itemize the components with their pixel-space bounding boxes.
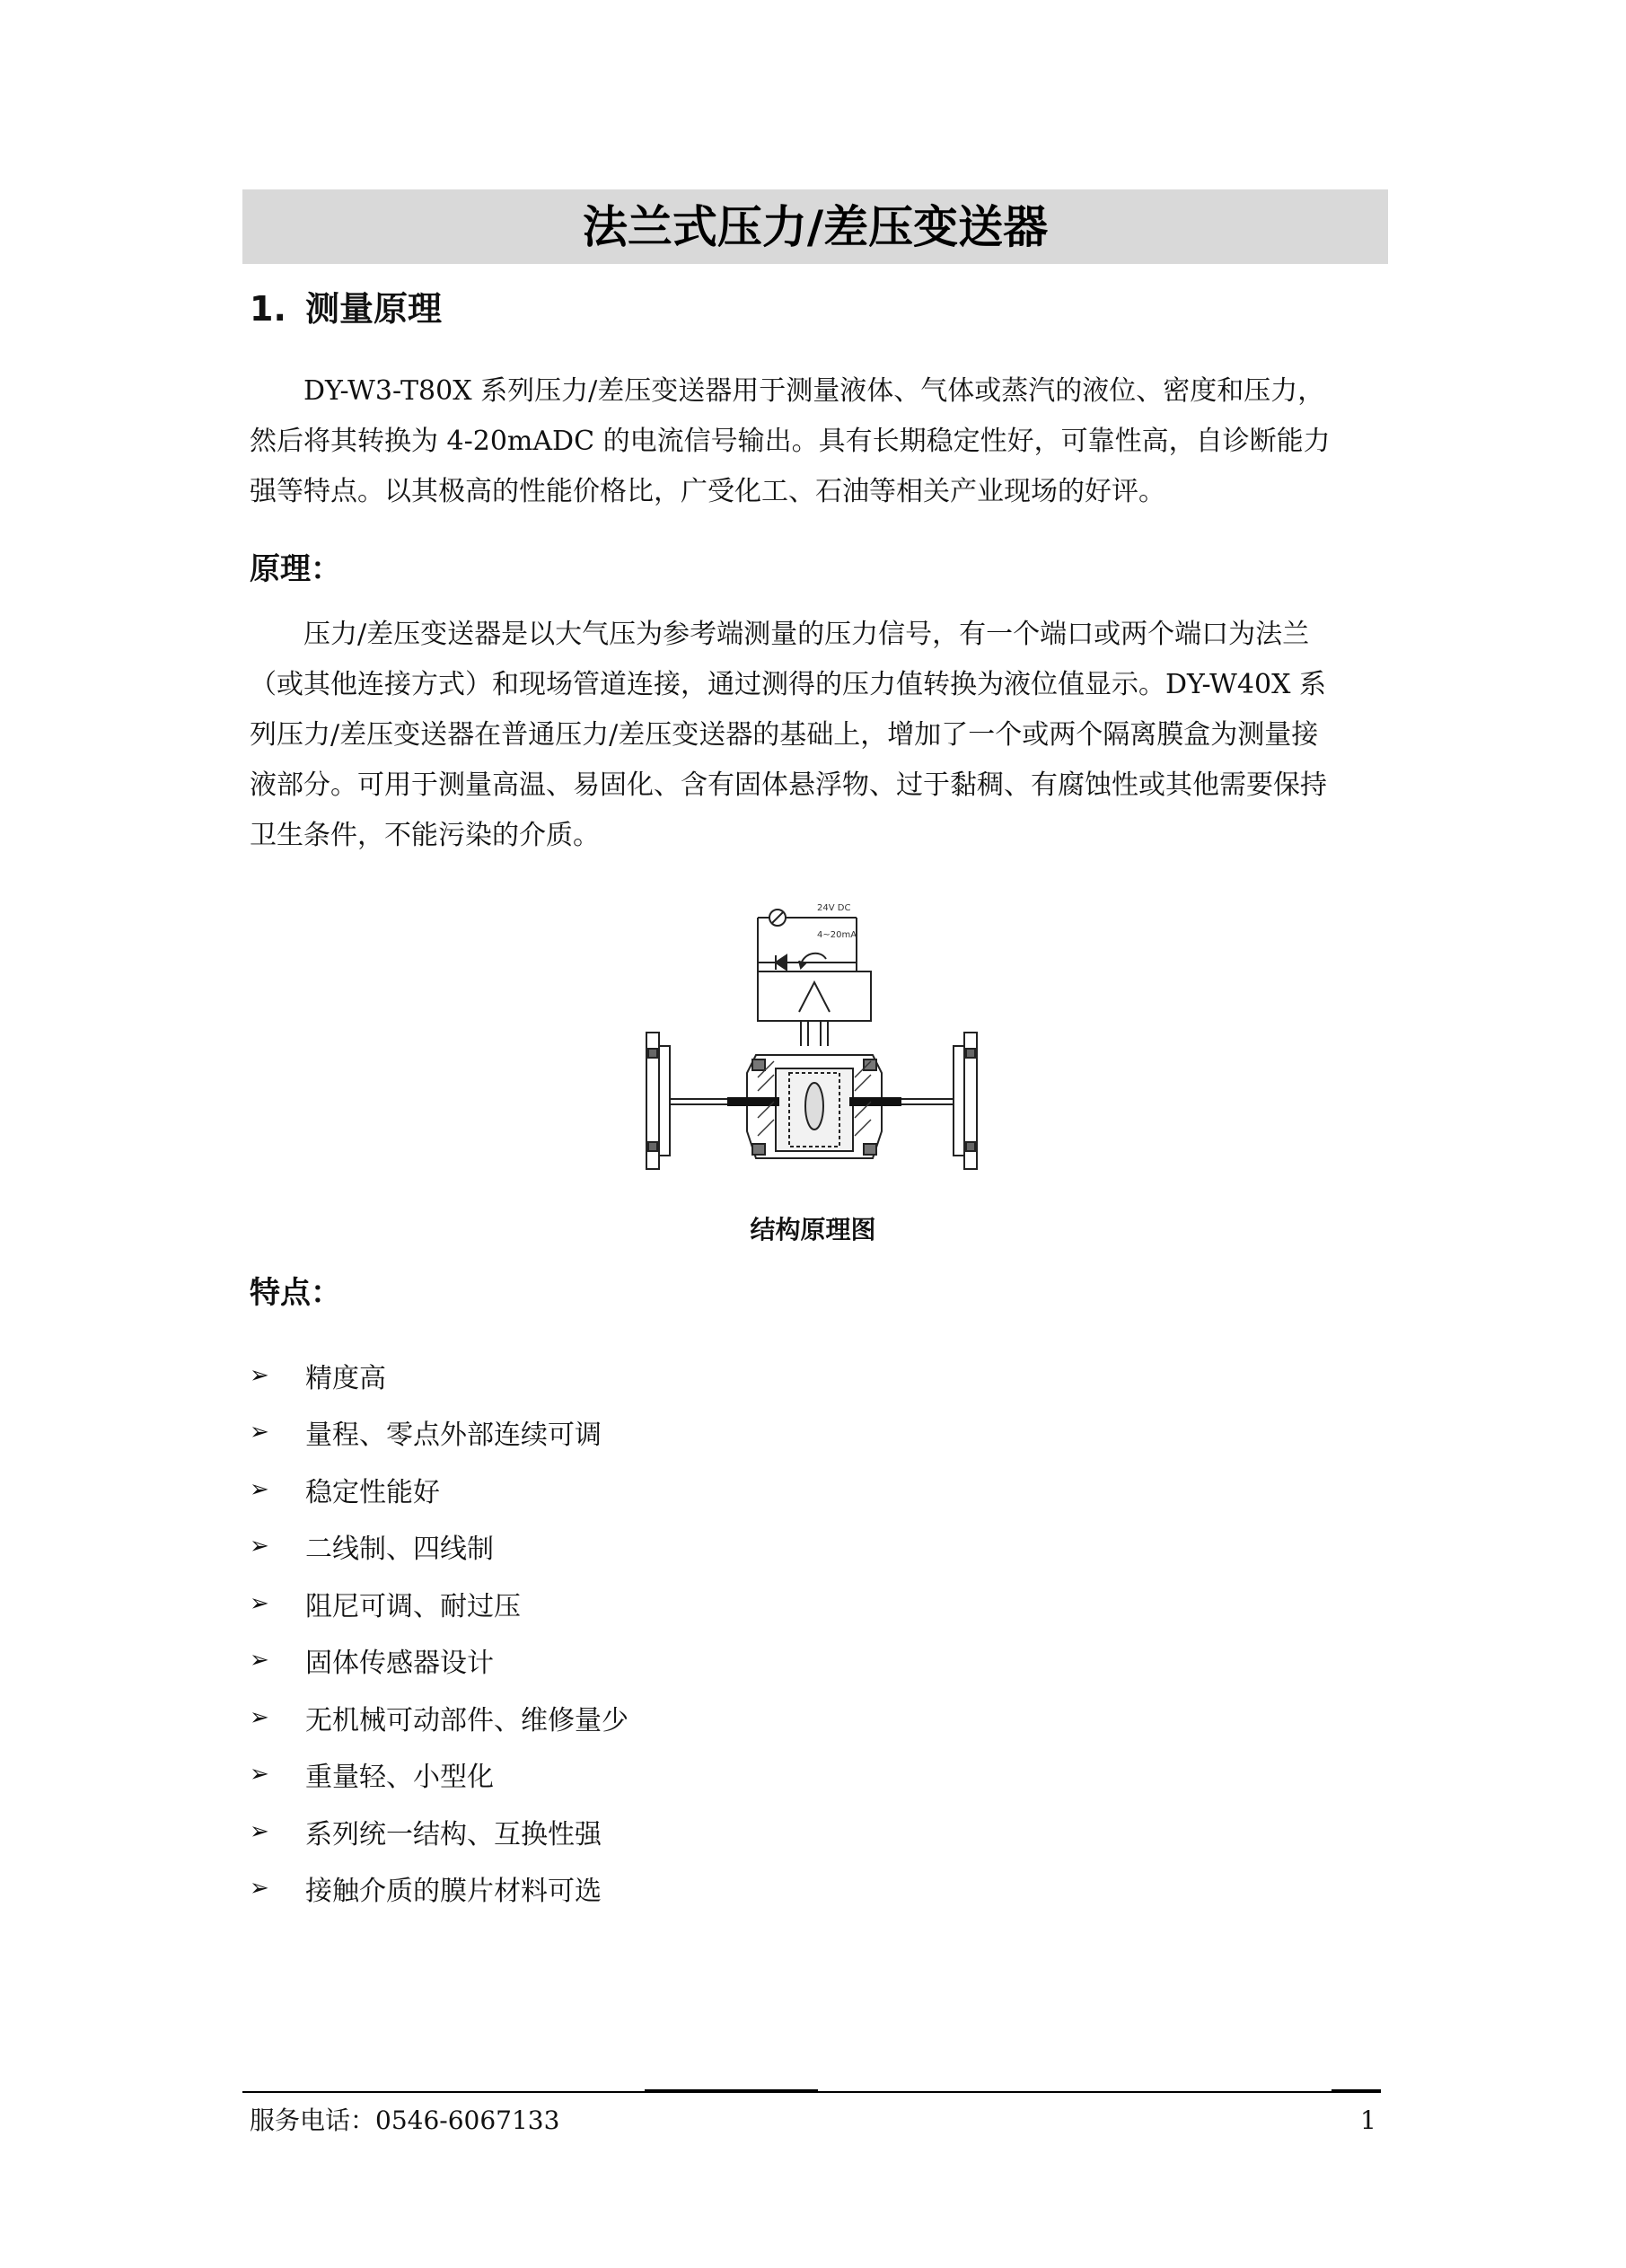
paragraph-line: 列压力/差压变送器在普通压力/差压变送器的基础上，增加了一个或两个隔离膜盒为测量接 xyxy=(250,719,1319,751)
footer-divider-accent xyxy=(1332,2089,1381,2093)
arrow-bullet-icon: ➢ xyxy=(250,1419,269,1446)
list-item xyxy=(250,1575,628,1632)
features-list xyxy=(250,1347,628,1917)
feature-text: 重量轻、小型化 xyxy=(305,1762,494,1794)
arrow-bullet-icon: ➢ xyxy=(250,1817,269,1845)
features-heading: 特点： xyxy=(250,1275,341,1311)
figure-caption: 结构原理图 xyxy=(750,1215,876,1244)
footer-divider xyxy=(242,2091,1381,2093)
feature-text: 精度高 xyxy=(305,1362,386,1394)
paragraph-line: 压力/差压变送器是以大气压为参考端测量的压力信号，有一个端口或两个端口为法兰 xyxy=(303,619,1310,650)
principle-heading: 原理： xyxy=(250,551,341,587)
arrow-bullet-icon: ➢ xyxy=(250,1703,269,1731)
footer-divider-accent xyxy=(645,2089,818,2093)
paragraph-line: 然后将其转换为 4-20mADC 的电流信号输出。具有长期稳定性好，可靠性高，自诊断能力 xyxy=(250,426,1331,457)
feature-text: 无机械可动部件、维修量少 xyxy=(305,1704,628,1736)
feature-text: 接触介质的膜片材料可选 xyxy=(305,1876,602,1908)
list-item xyxy=(250,1860,628,1918)
arrow-bullet-icon: ➢ xyxy=(250,1475,269,1503)
paragraph-line: （或其他连接方式）和现场管道连接，通过测得的压力值转换为液位值显示。DY-W40X 系 xyxy=(250,669,1326,700)
list-item xyxy=(250,1461,628,1518)
arrow-bullet-icon: ➢ xyxy=(250,1533,269,1560)
arrow-bullet-icon: ➢ xyxy=(250,1647,269,1675)
list-item xyxy=(250,1347,628,1404)
principle-paragraph xyxy=(250,610,1383,861)
structure-diagram xyxy=(641,898,982,1185)
title-band xyxy=(242,189,1388,264)
feature-text: 系列统一结构、互换性强 xyxy=(305,1818,602,1850)
arrow-bullet-icon: ➢ xyxy=(250,1361,269,1389)
feature-text: 阻尼可调、耐过压 xyxy=(305,1590,521,1622)
list-item xyxy=(250,1518,628,1576)
current-label: 4~20mA xyxy=(817,930,857,940)
feature-text: 二线制、四线制 xyxy=(305,1534,494,1566)
paragraph-line: 液部分。可用于测量高温、易固化、含有固体悬浮物、过于黏稠、有腐蚀性或其他需要保持 xyxy=(250,769,1327,801)
list-item xyxy=(250,1746,628,1804)
feature-text: 稳定性能好 xyxy=(305,1476,440,1508)
paragraph-line: 卫生条件，不能污染的介质。 xyxy=(250,820,600,851)
arrow-bullet-icon: ➢ xyxy=(250,1589,269,1617)
page-title: 法兰式压力/差压变送器 xyxy=(582,201,1049,253)
list-item xyxy=(250,1803,628,1860)
feature-text: 固体传感器设计 xyxy=(305,1648,494,1680)
arrow-bullet-icon: ➢ xyxy=(250,1761,269,1789)
intro-paragraph xyxy=(250,366,1383,517)
section-number: 1. xyxy=(250,289,286,329)
voltage-label: 24V DC xyxy=(817,903,851,913)
arrow-bullet-icon: ➢ xyxy=(250,1875,269,1903)
list-item xyxy=(250,1632,628,1690)
paragraph-line: DY-W3-T80X 系列压力/差压变送器用于测量液体、气体或蒸汽的液位、密度和压力， xyxy=(303,375,1325,407)
list-item xyxy=(250,1404,628,1462)
paragraph-line: 强等特点。以其极高的性能价格比，广受化工、石油等相关产业现场的好评。 xyxy=(250,476,1165,507)
section-heading xyxy=(250,287,442,330)
list-item xyxy=(250,1689,628,1746)
feature-text: 量程、零点外部连续可调 xyxy=(305,1420,602,1452)
section-title: 测量原理 xyxy=(305,289,443,329)
service-phone: 服务电话：0546-6067133 xyxy=(250,2105,560,2135)
page-number: 1 xyxy=(1360,2105,1376,2135)
